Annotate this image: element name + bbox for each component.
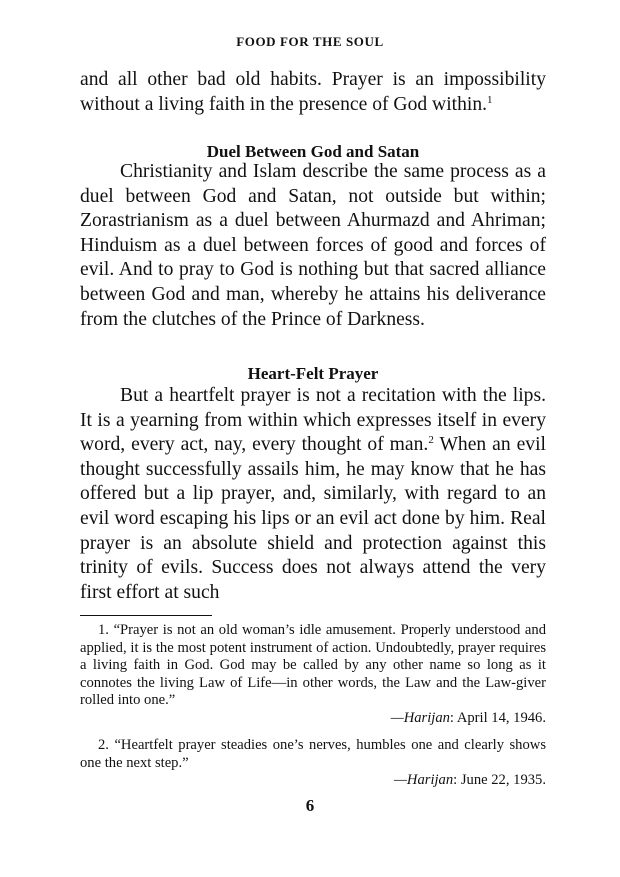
footnote-ref-2[interactable]: 2: [428, 434, 434, 447]
footnote-number: 2.: [98, 737, 109, 753]
footnote-number: 1.: [98, 622, 109, 638]
footnote-citation: [80, 772, 546, 790]
footnote-ref-1[interactable]: 1: [487, 93, 493, 106]
heartfelt-text-b: When an evil thought successfully assails him, he may know that he has offered but a lip prayer, and, similarly, with regard to an evil word escaping his lips or an evil act done by him. Real prayer is an absolute shield and protection against this trinity of evils. Success does not always attend the very first effort at such: [80, 434, 546, 603]
citation-source: —Harijan: [393, 772, 454, 789]
intro-paragraph: [80, 68, 546, 117]
duel-paragraph-text: Christianity and Islam describe the same process as a duel between God and Satan, not outside but within; Zorastrianism as a duel between Ahurmazd and Ahriman; Hinduism as a duel between forces of good and forces of evil. And to pray to God is nothing but that sacred alliance between God and man, whereby he attains his deliverance from the clutches of the Prince of Darkness.: [80, 161, 546, 330]
footnote-text: “Prayer is not an old woman’s idle amusement. Properly understood and applied, it is the most potent instrument of action. Undoubtedly, prayer requires a living faith in God. God may be called by any other name so long as it connotes the living Law of Life—in other words, the Law and the Law-giver rolled into one.”: [80, 622, 546, 709]
section-paragraph-heartfelt: [80, 384, 546, 605]
citation-date: : April 14, 1946.: [449, 709, 546, 726]
running-head: FOOD FOR THE SOUL: [236, 34, 384, 49]
section-heading-duel: Duel Between God and Satan: [206, 142, 420, 161]
footnote-2: [80, 737, 546, 790]
citation-source: —Harijan: [390, 709, 450, 726]
citation-date: : June 22, 1935.: [453, 772, 546, 789]
page-number: 6: [305, 796, 315, 815]
section-heading-heartfelt: Heart-Felt Prayer: [247, 364, 379, 383]
footnote-1: [80, 622, 546, 728]
intro-text: and all other bad old habits. Prayer is an impossibility without a living faith in the presence of God within.: [80, 69, 546, 115]
section-paragraph-duel: [80, 160, 546, 332]
heartfelt-text-a: But a heartfelt prayer is not a recitation with the lips. It is a yearning from within which expresses itself in every word, every act, nay, every thought of man.: [80, 385, 546, 456]
footnote-text: “Heartfelt prayer steadies one’s nerves, humbles one and clearly shows one the next step.”: [80, 737, 546, 771]
footnote-divider: [80, 615, 212, 616]
footnote-citation: [80, 710, 546, 728]
